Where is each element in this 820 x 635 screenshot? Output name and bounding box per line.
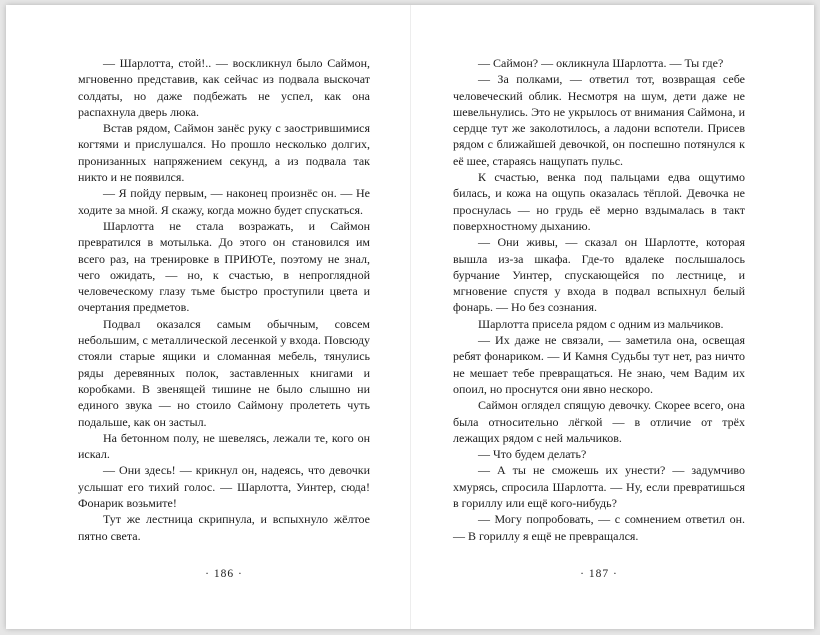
paragraph: Шарлотта присела рядом с одним из мальчиков. bbox=[478, 316, 724, 331]
page-right-text bbox=[453, 55, 745, 544]
paragraph: Встав рядом, Саймон занёс руку с заострившимися когтями и прислушался. Но прошло несколько долгих, пронизанных напряжением секунд, а из подвала так никто и не появился. bbox=[78, 121, 370, 185]
page-left-text bbox=[78, 55, 370, 544]
paragraph: Подвал оказался самым обычным, совсем небольшим, с металлической лесенкой у входа. Повсюду стояли старые ящики и сломанная мебель, тянулись ряды деревянных полок, заставленных книгами и коробками. В звенящей тишине не было слышно ни единого звука — но стоило Саймону пролететь чуть подальше, как он застыл. bbox=[78, 316, 370, 429]
paragraph: — Я пойду первым, — наконец произнёс он. — Не ходите за мной. Я скажу, когда можно будет спускаться. bbox=[78, 186, 370, 217]
page-left-number: · 186 · bbox=[205, 568, 243, 580]
paragraph: — За полками, — ответил тот, возвращая себе человеческий облик. Несмотря на шум, дети даже не шевельнулись. Это не укрылось от внимания Саймона, и сердце тут же заколотилось, а ладони вспотели. Присев рядом с ближайшей девочкой, он поспешно потянулся к её шее, стараясь нащупать пульс. bbox=[453, 72, 745, 168]
paragraph: — Саймон? — окликнула Шарлотта. — Ты где? bbox=[478, 56, 724, 70]
page-left bbox=[6, 5, 410, 629]
paragraph: — Что будем делать? bbox=[478, 447, 587, 462]
page-right bbox=[410, 5, 814, 629]
paragraph: Тут же лестница скрипнула, и вспыхнуло жёлтое пятно света. bbox=[78, 512, 370, 543]
paragraph: — Шарлотта, стой!.. — воскликнул было Саймон, мгновенно представив, как сейчас из подвала выскочат солдаты, но даже подбежать не успел, как она распахнула дверь люка. bbox=[78, 56, 370, 119]
paragraph: К счастью, венка под пальцами едва ощутимо билась, и кожа на ощупь оказалась тёплой. Девочка не проснулась — но грудь её мерно вздымалась в такт поверхностному дыханию. bbox=[453, 170, 745, 233]
paragraph: — Могу попробовать, — с сомнением ответил он. — В гориллу я ещё не превращался. bbox=[453, 512, 745, 543]
paragraph: — Их даже не связали, — заметила она, освещая ребят фонариком. — И Камня Судьбы тут нет, раз ничто не мешает тебе превращаться. Не знаю, чем Вадим их опоил, но проснутся они явно нескоро. bbox=[453, 333, 745, 396]
paragraph: — Они живы, — сказал он Шарлотте, которая вышла из-за шкафа. Где-то вдалеке послышалось бурчание Уинтер, спускающейся по лестнице, и мгновение спустя у входа в подвал вспыхнул белый фонарь. — Но без сознания. bbox=[453, 235, 745, 315]
page-right-number: · 187 · bbox=[580, 568, 618, 580]
paragraph: На бетонном полу, не шевелясь, лежали те, кого он искал. bbox=[78, 430, 370, 462]
paragraph: Саймон оглядел спящую девочку. Скорее всего, она была относительно лёгкой — в отличие от трёх лежащих рядом с ней мальчиков. bbox=[453, 398, 745, 445]
paragraph: Шарлотта не стала возражать, и Саймон превратился в мотылька. До этого он становился им всего раз, на тренировке в ПРИЮТе, поэтому не знал, чего ожидать, — но, к счастью, в непроглядной человеческому глазу тьме быстро проступили цвета и очертания предметов. bbox=[78, 218, 370, 315]
book-spread bbox=[6, 5, 814, 629]
paragraph: — А ты не сможешь их унести? — задумчиво хмурясь, спросила Шарлотта. — Ну, если превратишься в гориллу или ещё кого-нибудь? bbox=[453, 463, 745, 511]
paragraph: — Они здесь! — крикнул он, надеясь, что девочки услышат его тихий голос. — Шарлотта, Уинтер, сюда! Фонарик возьмите! bbox=[78, 463, 370, 511]
